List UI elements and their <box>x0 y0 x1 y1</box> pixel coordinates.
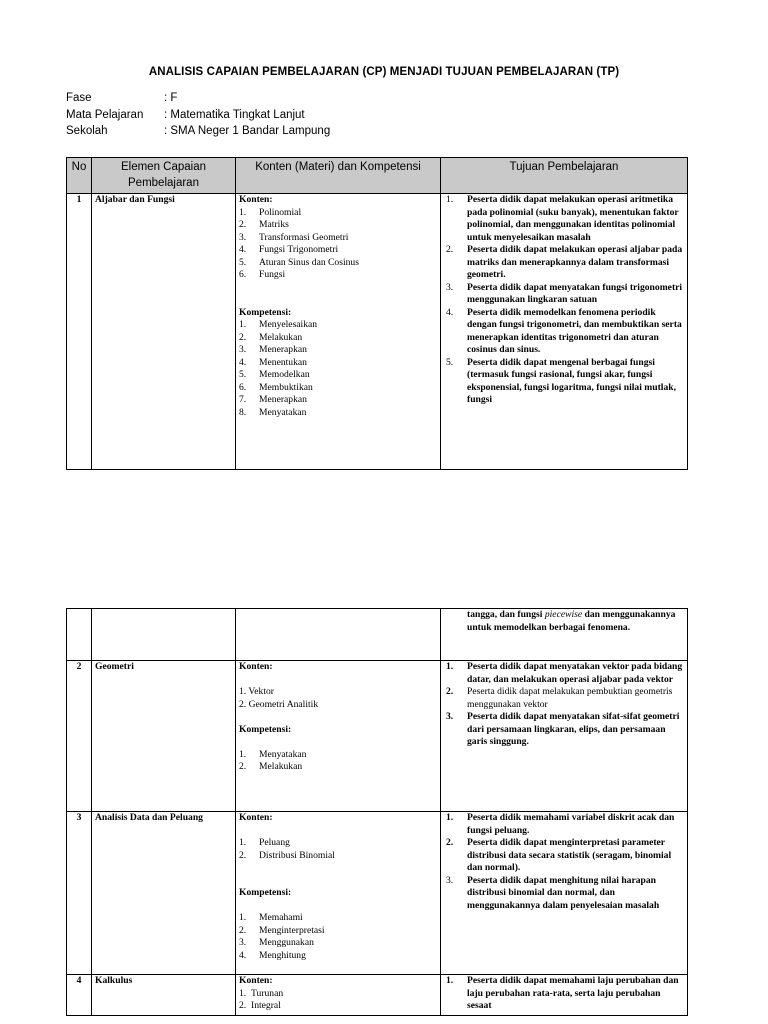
cell-elemen: Analisis Data dan Peluang <box>92 812 236 975</box>
header-tujuan: Tujuan Pembelajaran <box>441 158 688 194</box>
list-item: 2. Peserta didik dapat melakukan pembuktian geometris menggunakan vektor <box>446 686 673 710</box>
table-row-1 <box>67 194 688 470</box>
konten-list <box>239 988 437 1013</box>
list-item: 1. Peserta didik dapat menyatakan vektor pada bidang datar, dan melakukan operasi aljabar pada vektor <box>446 661 683 685</box>
cell-no: 3 <box>67 812 92 975</box>
meta-key: Sekolah <box>66 125 108 137</box>
tujuan-list <box>444 194 684 407</box>
list-item: 4. Fungsi Trigonometri <box>239 244 339 255</box>
list-item: 8. Menyatakan <box>239 406 307 418</box>
kompetensi-label: Kompetensi: <box>239 306 292 318</box>
list-item: 3. Menerapkan <box>239 344 307 355</box>
cell-no: 2 <box>67 661 92 812</box>
meta-sekolah <box>66 123 330 140</box>
header-no: No <box>67 158 92 194</box>
list-item: 2. Melakukan <box>239 331 303 343</box>
cell-tujuan <box>441 609 688 661</box>
cell-konten <box>236 812 441 975</box>
document-title: ANALISIS CAPAIAN PEMBELAJARAN (CP) MENJADI TUJUAN PEMBELAJARAN (TP) <box>148 66 620 78</box>
meta-key: Fase <box>66 92 92 104</box>
meta-key: Mata Pelajaran <box>66 108 144 121</box>
konten-label: Konten: <box>239 975 273 986</box>
list-item: 1. Memahami <box>239 912 303 923</box>
cell-tujuan <box>441 194 688 470</box>
list-item: 4. Peserta didik memodelkan fenomena periodik dengan fungsi trigonometri, dan membuktikan serta menerapkan identitas trigonometri dan aturan cosinus dan sinus. <box>446 306 682 355</box>
list-item: 2. Geometri Analitik <box>239 698 319 710</box>
list-item: 3. Transformasi Geometri <box>239 231 349 243</box>
kompetensi-list <box>239 319 437 419</box>
list-item: 2. Melakukan <box>239 761 303 772</box>
list-item: 2. Integral <box>239 1000 281 1011</box>
konten-label: Konten: <box>239 194 273 205</box>
meta-value: : F <box>164 92 178 104</box>
konten-list <box>239 837 437 862</box>
list-item: 1. Menyelesaikan <box>239 319 318 330</box>
meta-mata-pelajaran <box>66 107 330 124</box>
list-item: 3. Menggunakan <box>239 937 314 948</box>
meta-fase <box>66 90 330 107</box>
cell-no: 4 <box>67 975 92 1016</box>
list-item: 1. Peserta didik dapat memahami laju perubahan dan laju perubahan rata-rata, serta laju perubahan sesaat <box>446 975 679 1011</box>
list-item: 1. Vektor <box>239 686 274 697</box>
cell-konten <box>236 975 441 1016</box>
table-row-1-continued <box>67 609 688 661</box>
list-item: 7. Menerapkan <box>239 394 307 405</box>
cell-tujuan <box>441 661 688 812</box>
table-header-row <box>67 158 688 194</box>
list-item: 3. Peserta didik dapat menyatakan sifat-sifat geometri dari persamaan lingkaran, elips, dan persamaan garis singgung. <box>446 711 680 747</box>
header-konten: Konten (Materi) dan Kompetensi <box>236 158 441 194</box>
table-row-2 <box>67 661 688 812</box>
list-item: 4. Menghitung <box>239 949 306 961</box>
table-row-4 <box>67 975 688 1016</box>
cell-elemen <box>92 609 236 661</box>
list-item: 5. Memodelkan <box>239 369 310 380</box>
kompetensi-list <box>239 912 437 962</box>
konten-label: Konten: <box>239 661 273 672</box>
list-item: 3. Peserta didik dapat menghitung nilai harapan distribusi binomial dan normal, dan menggunakannya dalam penyelesaian masalah <box>446 874 660 911</box>
table-row-3 <box>67 812 688 975</box>
list-item: 1. Polinomial <box>239 206 302 218</box>
list-item: 1. Peluang <box>239 837 290 848</box>
list-item: 2. Peserta didik dapat melakukan operasi aljabar pada matriks dan menerapkannya dalam transformasi geometri. <box>446 244 683 280</box>
analysis-table-page-2 <box>66 608 688 1016</box>
cell-elemen: Aljabar dan Fungsi <box>92 194 236 470</box>
list-item: 2. Peserta didik dapat menginterpretasi parameter distribusi data secara statistik (seragam, binomial dan normal). <box>446 837 672 873</box>
meta-value: : SMA Neger 1 Bandar Lampung <box>164 125 331 137</box>
document-meta <box>66 90 330 140</box>
cell-tujuan <box>441 812 688 975</box>
list-item: 5. Aturan Sinus dan Cosinus <box>239 256 359 268</box>
list-item: 5. Peserta didik dapat mengenal berbagai fungsi (termasuk fungsi rasional, fungsi akar, fungsi eksponensial, fungsi logaritma, fungsi nilai mutlak, fungsi <box>446 356 676 405</box>
cell-konten <box>236 194 441 470</box>
cell-konten <box>236 609 441 661</box>
kompetensi-list <box>239 749 437 774</box>
meta-value: : Matematika Tingkat Lanjut <box>164 108 305 121</box>
list-item: 6. Membuktikan <box>239 381 313 393</box>
cell-elemen: Kalkulus <box>92 975 236 1016</box>
cell-konten <box>236 661 441 812</box>
kompetensi-label: Kompetensi: <box>239 723 292 735</box>
list-item: 2. Menginterpretasi <box>239 924 325 936</box>
list-item: 1. Peserta didik memahami variabel diskrit acak dan fungsi peluang. <box>446 812 675 836</box>
list-item: 1. Menyatakan <box>239 748 307 760</box>
header-elemen: Elemen Capaian Pembelajaran <box>92 158 236 194</box>
list-item: 2. Matriks <box>239 219 289 230</box>
list-item: 2. Distribusi Binomial <box>239 849 335 861</box>
konten-label: Konten: <box>239 812 273 823</box>
tujuan-list <box>444 975 684 1013</box>
list-item: 1. Peserta didik dapat melakukan operasi aritmetika pada polinomial (suku banyak), menentukan faktor polinomial, dan menggunakan identitas polinomial untuk menyelesaikan masalah <box>446 194 679 243</box>
tujuan-list <box>444 661 684 749</box>
tujuan-continuation: tangga, dan fungsi piecewise dan menggunakannya untuk memodelkan berbagai fenomena. <box>467 609 676 633</box>
list-item: 1. Turunan <box>239 987 284 999</box>
analysis-table-page-1 <box>66 157 688 470</box>
tujuan-list <box>444 812 684 912</box>
cell-elemen: Geometri <box>92 661 236 812</box>
cell-no <box>67 609 92 661</box>
kompetensi-label: Kompetensi: <box>239 887 292 898</box>
list-item: 3. Peserta didik dapat menyatakan fungsi trigonometri menggunakan lingkaran satuan <box>446 281 683 305</box>
list-item: 4. Menentukan <box>239 356 307 368</box>
list-item: 6. Fungsi <box>239 269 286 280</box>
cell-tujuan <box>441 975 688 1016</box>
cell-no: 1 <box>67 194 92 470</box>
konten-list <box>239 207 437 282</box>
